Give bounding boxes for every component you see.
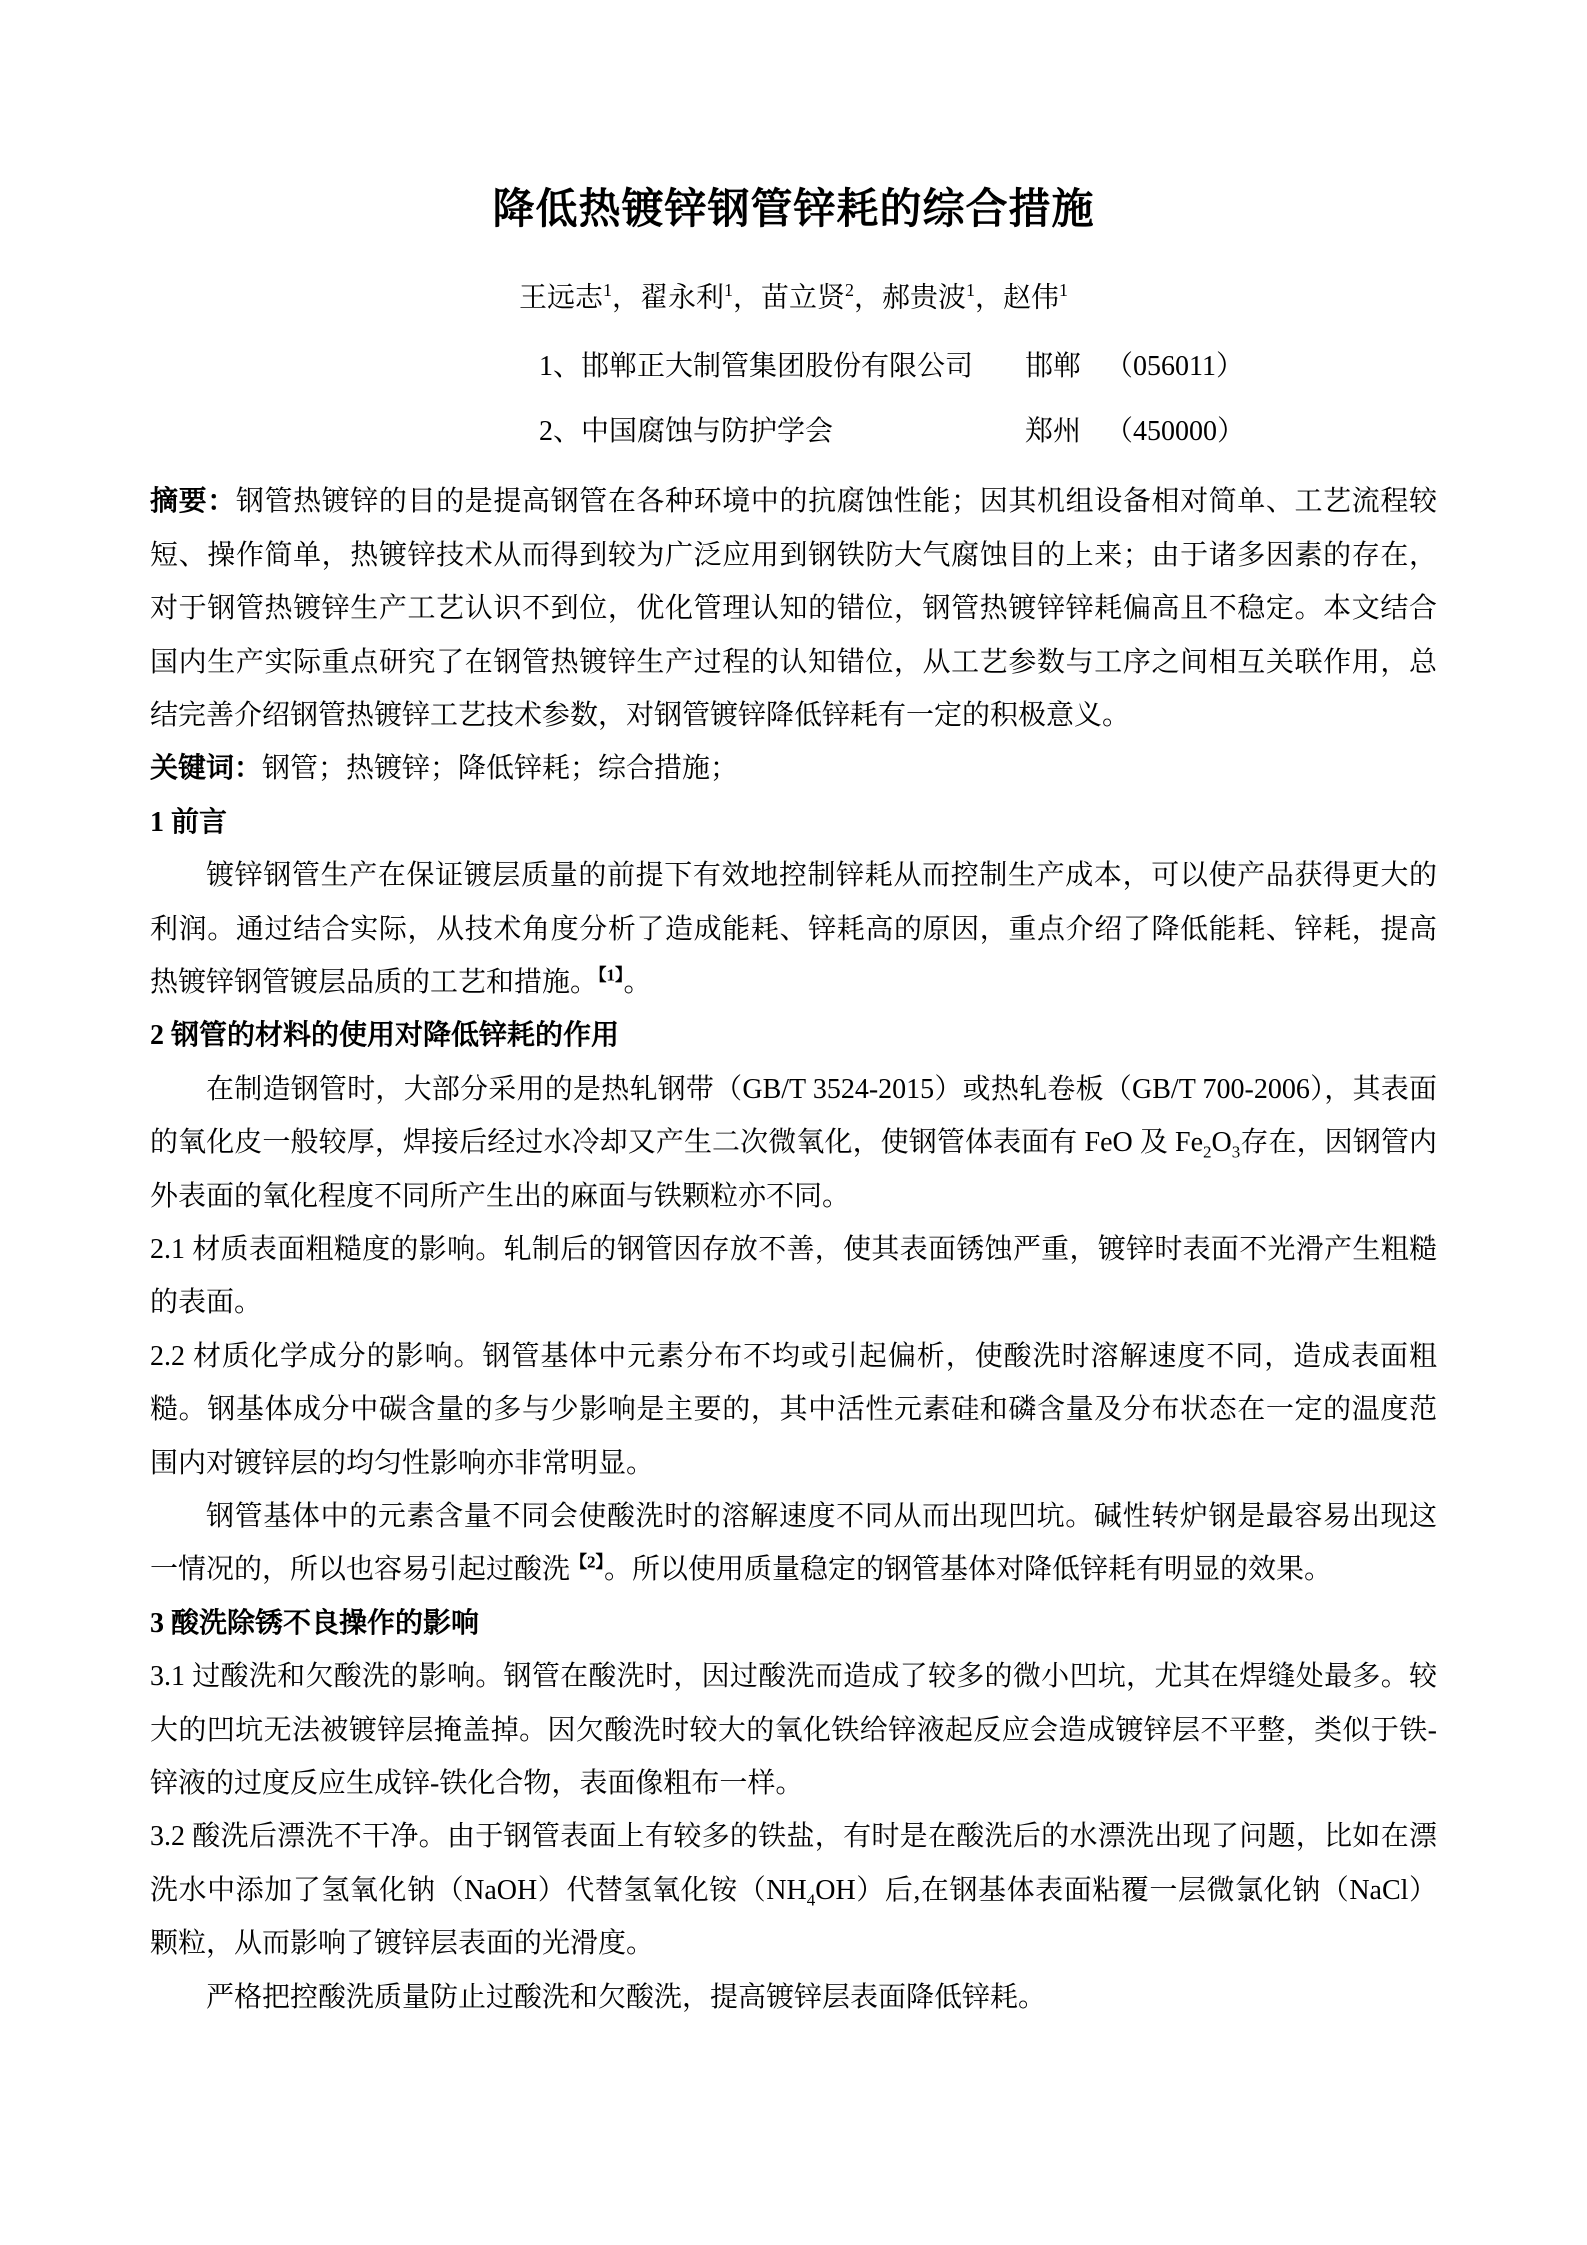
citation-ref-2: 【2】: [570, 1553, 605, 1573]
text-run: OH）后,在钢基体表面粘覆一层微氯化钠（NaCl）颗粒，从而影响了镀锌层表面的光滑度。: [150, 1874, 1437, 1960]
affiliation-postcode: （056011）: [1105, 351, 1244, 383]
author-affiliation-superscript: 1: [1059, 280, 1069, 300]
affiliation-postcode: （450000）: [1105, 416, 1246, 448]
section-heading-3: 3 酸洗除锈不良操作的影响: [150, 1607, 480, 1639]
keywords-line: [150, 742, 1437, 795]
author-affiliation-superscript: 1: [723, 280, 733, 300]
text-run: O: [1211, 1127, 1232, 1159]
authors-line: [150, 260, 1437, 328]
text-run: 在制造钢管时，大部分采用的是热轧钢带（GB/T 3524-2015）或热轧卷板（GB/T 700-2006），其表面的氧化皮一般较厚，焊接后经过水冷却又产生二次微氧化，使钢管体表面有 FeO 及 Fe: [150, 1073, 1437, 1159]
affiliation-org: 2、中国腐蚀与防护学会: [539, 416, 834, 448]
section-heading-2: 2 钢管的材料的使用对降低锌耗的作用: [150, 1020, 620, 1052]
author-name: ，郝贵波: [854, 282, 967, 314]
paper-title: 降低热镀锌钢管锌耗的综合措施: [492, 187, 1095, 233]
abstract-label: 摘要：: [150, 486, 236, 518]
abstract-paragraph: [150, 475, 1437, 742]
text-run: 。: [623, 966, 652, 998]
paragraph-materials: [150, 1063, 1437, 1223]
affiliation-org: 1、邯郸正大制管集团股份有限公司: [539, 351, 974, 383]
section-heading-1: 1 前言: [150, 806, 228, 838]
author-name: ，翟永利: [611, 282, 724, 314]
abstract-text: 钢管热镀锌的目的是提高钢管在各种环境中的抗腐蚀性能；因其机组设备相对简单、工艺流程较短、操作简单，热镀锌技术从而得到较为广泛应用到钢铁防大气腐蚀目的上来；由于诸多因素的存在，对于钢管热镀锌生产工艺认识不到位，优化管理认知的错位，钢管热镀锌锌耗偏高且不稳定。本文结合国内生产实际重点研究了在钢管热镀锌生产过程的认知错位，从工艺参数与工序之间相互关联作用，总结完善介绍钢管热镀锌工艺技术参数，对钢管镀锌降低锌耗有一定的积极意义。: [150, 486, 1437, 731]
paragraph-conclusion: 严格把控酸洗质量防止过酸洗和欠酸洗，提高镀锌层表面降低锌耗。: [206, 1981, 1047, 2013]
affiliation-city: 郑州: [1025, 416, 1082, 448]
document-body: [150, 475, 1437, 2024]
author-name: ，赵伟: [975, 282, 1060, 314]
author-affiliation-superscript: 1: [966, 280, 976, 300]
paragraph-3-2-rinsing: [150, 1810, 1437, 1970]
affiliation-row: [539, 334, 1437, 399]
text-run: 镀锌钢管生产在保证镀层质量的前提下有效地控制锌耗从而控制生产成本，可以使产品获得更大的利润。通过结合实际，从技术角度分析了造成能耗、锌耗高的原因，重点介绍了降低能耗、锌耗，提高热镀锌钢管镀层品质的工艺和措施。: [150, 860, 1437, 998]
paragraph-3-1-overpickling: 3.1 过酸洗和欠酸洗的影响。钢管在酸洗时，因过酸洗而造成了较多的微小凹坑，尤其在焊缝处最多。较大的凹坑无法被镀锌层掩盖掉。因欠酸洗时较大的氧化铁给锌液起反应会造成镀锌层不平整，类似于铁-锌液的过度反应生成锌-铁化合物，表面像粗布一样。: [150, 1661, 1437, 1800]
keywords-text: 钢管；热镀锌；降低锌耗；综合措施；: [262, 753, 739, 785]
chem-subscript: 3: [1231, 1142, 1241, 1162]
text-run: 3.2 酸洗后漂洗不干净。由于钢管表面上有较多的铁盐，有时是在酸洗后的水漂洗出现了问题，比如在漂洗水中添加了氢氧化钠（NaOH）代替氢氧化铵（NH: [150, 1821, 1437, 1906]
text-run: 钢管基体中的元素含量不同会使酸洗时的溶解速度不同从而出现凹坑。碱性转炉钢是最容易出现这一情况的，所以也容易引起过酸洗: [150, 1501, 1437, 1586]
author-affiliation-superscript: 2: [845, 280, 854, 300]
paragraph-element-content: [150, 1490, 1437, 1597]
paragraph-2-1-roughness: 2.1 材质表面粗糙度的影响。轧制后的钢管因存放不善，使其表面锈蚀严重，镀锌时表面不光滑产生粗糙的表面。: [150, 1234, 1437, 1319]
text-run: 存在，因钢管内外表面的氧化程度不同所产生出的麻面与铁颗粒亦不同。: [150, 1127, 1437, 1212]
author-affiliation-superscript: 1: [602, 280, 612, 300]
affiliation-row: [539, 399, 1437, 464]
paragraph-2-2-chemistry: 2.2 材质化学成分的影响。钢管基体中元素分布不均或引起偏析，使酸洗时溶解速度不同，造成表面粗糙。钢基体成分中碳含量的多与少影响是主要的，其中活性元素硅和磷含量及分布状态在一定的温度范围内对镀锌层的均匀性影响亦非常明显。: [150, 1340, 1437, 1479]
citation-ref-1: 【1】: [598, 965, 624, 985]
chem-subscript: 2: [1203, 1142, 1212, 1162]
paragraph-intro: [150, 849, 1437, 1009]
affiliations-block: [150, 334, 1437, 464]
author-name: ，苗立贤: [732, 282, 845, 314]
keywords-label: 关键词：: [150, 753, 263, 785]
author-name: 王远志: [518, 282, 603, 314]
chem-subscript: 4: [806, 1890, 816, 1910]
affiliation-city: 邯郸: [1025, 351, 1082, 383]
text-run: 。所以使用质量稳定的钢管基体对降低锌耗有明显的效果。: [604, 1554, 1333, 1586]
